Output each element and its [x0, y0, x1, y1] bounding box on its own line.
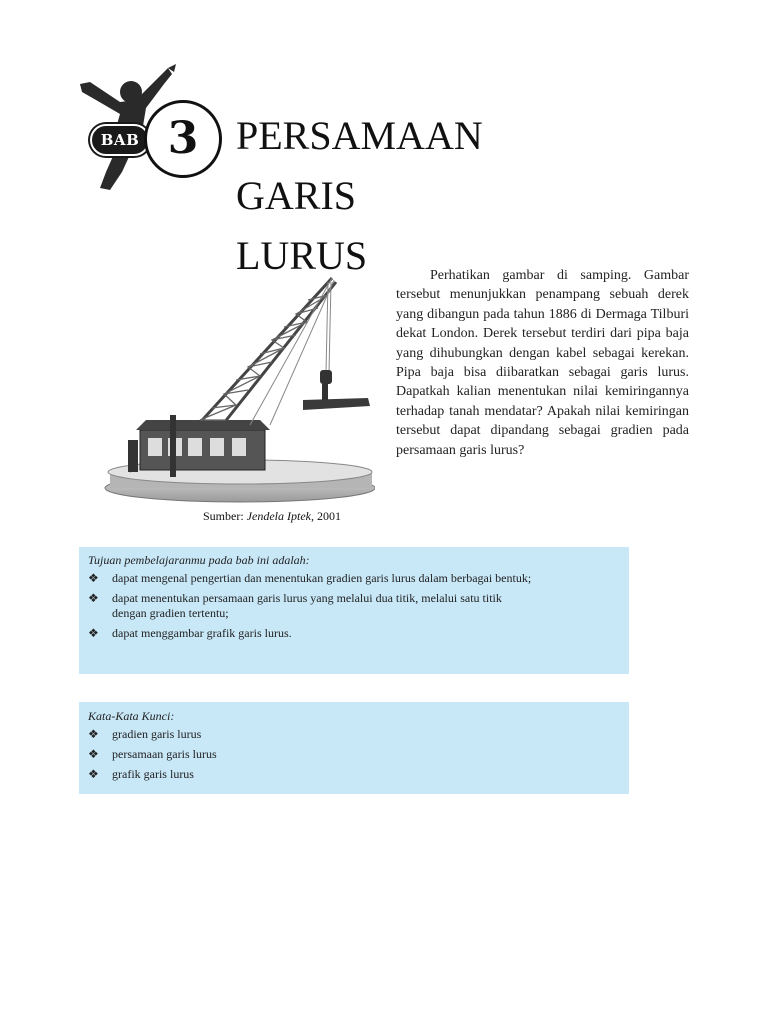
diamond-bullet-icon: ❖ [88, 571, 99, 585]
caption-prefix: Sumber: [203, 509, 244, 523]
figure-caption [203, 509, 341, 524]
caption-source: Jendela Iptek, [246, 509, 314, 523]
list-item [88, 591, 532, 621]
objectives-list [88, 571, 619, 641]
diamond-bullet-icon: ❖ [88, 727, 99, 741]
diamond-bullet-icon: ❖ [88, 767, 99, 781]
list-item [88, 727, 532, 742]
diamond-bullet-icon: ❖ [88, 747, 99, 761]
diamond-bullet-icon: ❖ [88, 591, 99, 605]
chapter-header [76, 62, 496, 278]
list-item [88, 626, 532, 641]
objective-text: dapat menggambar grafik garis lurus. [112, 626, 292, 640]
list-item [88, 767, 532, 782]
chapter-title-line1: PERSAMAAN [236, 113, 483, 158]
objectives-title: Tujuan pembelajaranmu pada bab ini adalah: [88, 553, 310, 567]
keyword-text: grafik garis lurus [112, 767, 194, 781]
chapter-number: 3 [144, 100, 222, 178]
intro-paragraph: Perhatikan gambar di samping. Gambar tersebut menunjukkan penampang sebuah derek yang dibangun pada tahun 1886 di Dermaga Tilburi dekat London. Derek tersebut terdiri dari pipa baja yang dihubungkan dengan kabel sebagai kerekan. Pipa baja bisa diibaratkan sebagai garis lurus. Dapatkah kalian menentukan nilai kemiringannya terhadap tanah mendatar? Apakah nilai kemiringan tersebut dapat dipandang sebagai gradien pada persamaan garis lurus? [396, 268, 689, 458]
objective-text: dapat menentukan persamaan garis lurus yang melalui dua titik, melalui satu titik dengan gradien tertentu; [112, 591, 502, 620]
crane-illustration [100, 260, 375, 510]
keywords-box [79, 702, 629, 794]
list-item [88, 747, 532, 762]
objective-text: dapat mengenal pengertian dan menentukan gradien garis lurus dalam berbagai bentuk; [112, 571, 532, 585]
caption-year: 2001 [316, 509, 341, 523]
keywords-list [88, 727, 619, 782]
chapter-title [236, 106, 496, 286]
chapter-title-line2: GARIS LURUS [236, 173, 368, 278]
learning-objectives-box [79, 547, 629, 674]
diamond-bullet-icon: ❖ [88, 626, 99, 640]
keyword-text: persamaan garis lurus [112, 747, 217, 761]
keyword-text: gradien garis lurus [112, 727, 202, 741]
chapter-badge: BAB [90, 124, 150, 156]
keywords-title: Kata-Kata Kunci: [88, 709, 175, 723]
list-item [88, 571, 532, 586]
